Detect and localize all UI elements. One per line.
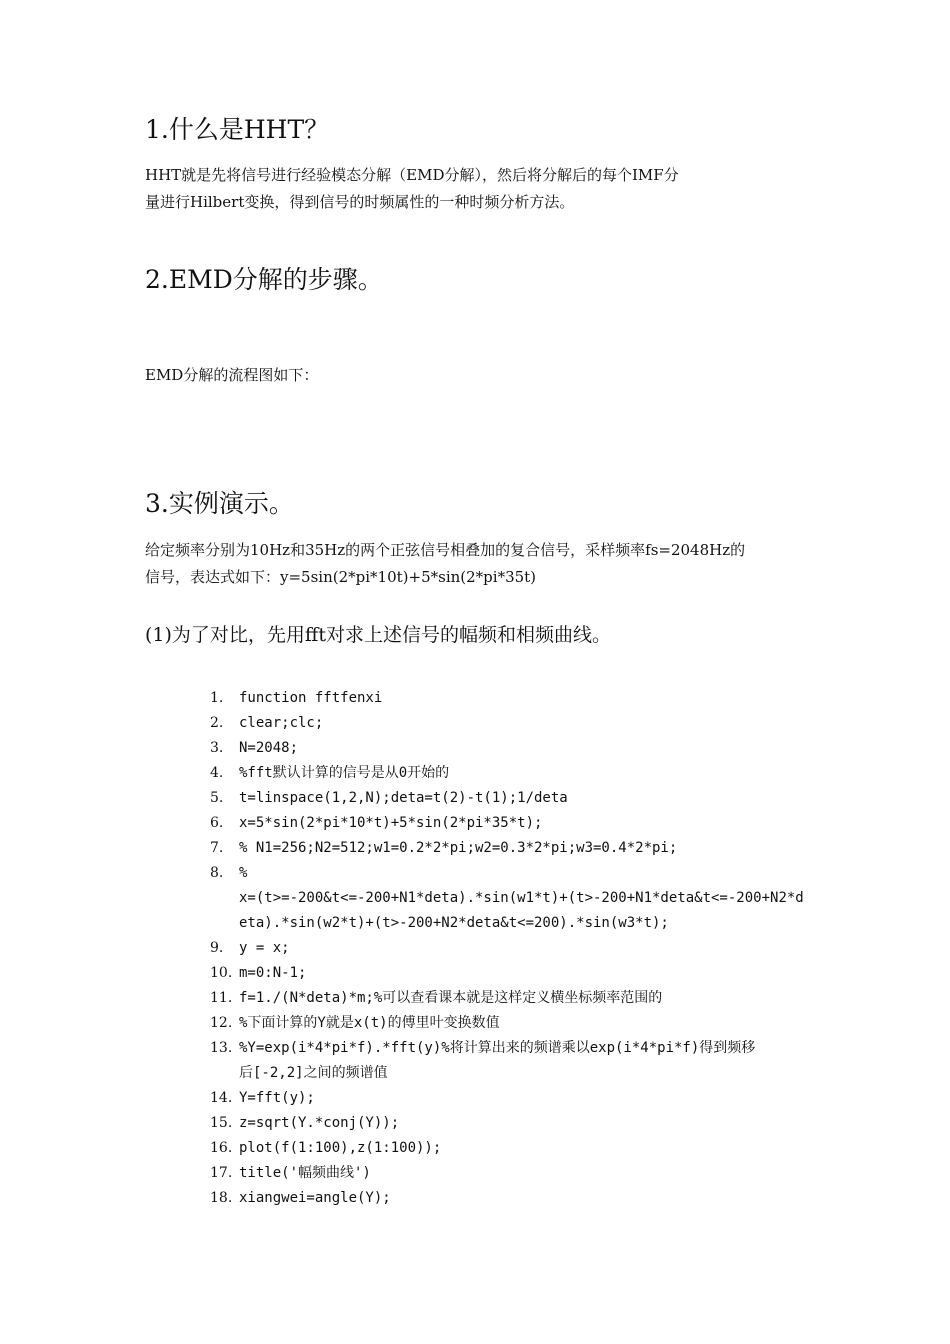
code-listing: [210, 686, 810, 1211]
code-line: [210, 1111, 810, 1136]
code-text-segment: eta).*sin(w2*t)+(t>-200+N2*deta&t<=200).*sin(w3*t);: [239, 915, 669, 931]
code-text-segment: % N1=256;N2=512;w1=0.2*2*pi;w2=0.3*2*pi;w3=0.4*2*pi;: [239, 840, 678, 856]
code-line: [210, 736, 810, 761]
code-text-segment: f=1./(N*deta)*m;%可以查看课本就是这样定义横坐标频率范围的: [239, 990, 663, 1006]
code-line-text: [239, 686, 810, 711]
code-line: [210, 686, 810, 711]
code-line-number: 14.: [210, 1090, 233, 1106]
code-line-number: 1.: [210, 690, 224, 706]
code-line-number: 11.: [210, 990, 233, 1006]
code-text-segment: t=linspace(1,2,N);deta=t(2)-t(1);1/deta: [239, 790, 568, 806]
code-line-number: 13.: [210, 1040, 233, 1056]
code-line-number: 9.: [210, 940, 224, 956]
code-line-number: 17.: [210, 1165, 233, 1181]
code-line: [210, 1186, 810, 1211]
code-line-text: [239, 1161, 810, 1186]
code-text-segment: %: [239, 865, 248, 881]
code-text-segment: x=(t>=-200&t<=-200+N1*deta).*sin(w1*t)+(t>-200+N1*deta&t<=-200+N2*d: [239, 890, 804, 906]
section-1-body: [145, 162, 810, 216]
code-line-text: [239, 1111, 810, 1136]
code-line: [210, 811, 810, 836]
code-line-number: 6.: [210, 815, 224, 831]
code-line-text: [239, 1086, 810, 1111]
code-line-text: [239, 1136, 810, 1161]
code-text-segment: %下面计算的Y就是x(t)的傅里叶变换数值: [239, 1015, 500, 1031]
code-text-segment: %fft默认计算的信号是从0开始的: [239, 765, 450, 781]
section-3-body-line: 给定频率分别为10Hz和35Hz的两个正弦信号相叠加的复合信号，采样频率fs=2048Hz的: [145, 541, 746, 559]
code-line-text: [239, 986, 810, 1011]
code-line-text: [239, 961, 810, 986]
code-text-segment: m=0:N-1;: [239, 965, 307, 981]
code-line-text: [239, 711, 810, 736]
code-line: [210, 986, 810, 1011]
code-line-number: 18.: [210, 1190, 233, 1206]
code-line: [210, 1136, 810, 1161]
code-line-text: [239, 936, 810, 961]
code-text-segment: xiangwei=angle(Y);: [239, 1190, 391, 1206]
code-line-text: [239, 811, 810, 836]
code-text-segment: z=sqrt(Y.*conj(Y));: [239, 1115, 400, 1131]
section-3-heading: 3.实例演示。: [145, 489, 294, 518]
code-line: [210, 786, 810, 811]
code-line-number: 16.: [210, 1140, 233, 1156]
code-line-number: 10.: [210, 965, 233, 981]
code-line-text: [239, 786, 810, 811]
code-line-text: [239, 1011, 810, 1036]
section-2-heading: 2.EMD分解的步骤。: [145, 265, 383, 294]
code-line-number: 3.: [210, 740, 224, 756]
code-text-segment: Y=fft(y);: [239, 1090, 315, 1106]
code-text-segment: plot(f(1:100),z(1:100));: [239, 1140, 442, 1156]
code-text-segment: y = x;: [239, 940, 290, 956]
code-line-text: [239, 1186, 810, 1211]
code-line: [210, 961, 810, 986]
code-line: [210, 1086, 810, 1111]
code-line-number: 4.: [210, 765, 224, 781]
section-1-heading: 1.什么是HHT？: [145, 115, 330, 144]
code-text-segment: x=5*sin(2*pi*10*t)+5*sin(2*pi*35*t);: [239, 815, 543, 831]
code-text-segment: N=2048;: [239, 740, 299, 756]
code-line: [210, 836, 810, 861]
section-3-body: [145, 537, 810, 591]
section-2-body: [145, 362, 810, 389]
code-text-segment: function fftfenxi: [239, 690, 383, 706]
code-text-segment: clear;clc;: [239, 715, 324, 731]
code-line-number: 5.: [210, 790, 224, 806]
section-3-body-line: 信号，表达式如下：y=5sin(2*pi*10t)+5*sin(2*pi*35t): [145, 568, 537, 586]
code-line: [210, 1011, 810, 1036]
code-line: [210, 1036, 810, 1086]
code-line-number: 12.: [210, 1015, 233, 1031]
code-text-segment: title('幅频曲线'): [239, 1165, 371, 1181]
code-line: [210, 761, 810, 786]
code-line: [210, 1161, 810, 1186]
code-line-text: [239, 761, 810, 786]
code-line-number: 8.: [210, 865, 224, 881]
code-line: [210, 711, 810, 736]
code-line-number: 2.: [210, 715, 224, 731]
code-line-text: [239, 836, 810, 861]
code-line: [210, 861, 810, 936]
section-1-body-line: HHT就是先将信号进行经验模态分解（EMD分解），然后将分解后的每个IMF分: [145, 166, 679, 184]
code-line-number: 15.: [210, 1115, 233, 1131]
code-line-text: [239, 861, 810, 936]
section-1-body-line: 量进行Hilbert变换，得到信号的时频属性的一种时频分析方法。: [145, 193, 575, 211]
code-line-number: 7.: [210, 840, 224, 856]
code-text-segment: %Y=exp(i*4*pi*f).*fft(y)%将计算出来的频谱乘以exp(i*4*pi*f)得到频移: [239, 1040, 756, 1056]
section-3-subheading: (1)为了对比，先用fft对求上述信号的幅频和相频曲线。: [145, 624, 612, 646]
code-line-text: [239, 1036, 810, 1086]
code-line: [210, 936, 810, 961]
code-text-segment: 后[-2,2]之间的频谱值: [239, 1065, 388, 1081]
code-line-text: [239, 736, 810, 761]
section-2-body-line: EMD分解的流程图如下：: [145, 366, 319, 384]
